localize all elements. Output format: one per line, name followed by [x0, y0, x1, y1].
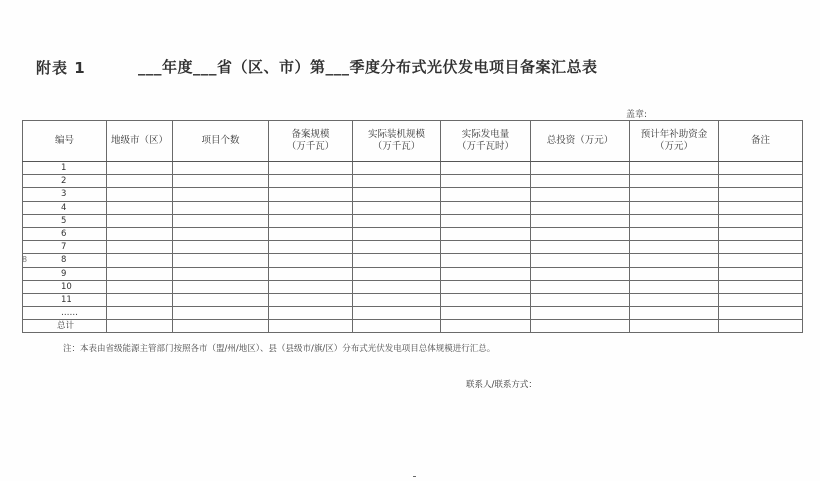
row-number: 6: [23, 227, 107, 240]
table-cell: [269, 201, 353, 214]
table-cell: [441, 175, 531, 188]
row-number: 5: [23, 214, 107, 227]
form-title: ___年度___省（区、市）第___季度分布式光伏发电项目备案汇总表: [138, 58, 598, 76]
table-cell: [719, 293, 803, 306]
table-cell: [353, 267, 441, 280]
table-cell: [719, 320, 803, 333]
column-header-label: 总投资（万元）: [546, 135, 614, 146]
table-cell: [531, 214, 630, 227]
table-cell: [719, 188, 803, 201]
margin-mark: 8: [22, 255, 28, 264]
summary-table: [22, 120, 803, 333]
column-header-generation: [441, 121, 531, 162]
table-cell: [441, 267, 531, 280]
table-cell: [353, 320, 441, 333]
table-cell: [269, 162, 353, 175]
table-cell: [107, 201, 173, 214]
table-cell: [630, 280, 719, 293]
table-cell: [107, 307, 173, 320]
table-row: [23, 227, 803, 240]
row-number: 7: [23, 241, 107, 254]
table-cell: [441, 293, 531, 306]
total-label: 总计: [23, 320, 107, 333]
table-cell: [630, 227, 719, 240]
table-cell: [630, 267, 719, 280]
column-header-project-count: [173, 121, 269, 162]
table-total-row: [23, 320, 803, 333]
row-number: 10: [23, 280, 107, 293]
row-number: 1: [23, 162, 107, 175]
table-cell: [630, 293, 719, 306]
table-cell: [441, 227, 531, 240]
table-cell: [269, 320, 353, 333]
table-row: [23, 307, 803, 320]
table-cell: [269, 227, 353, 240]
table-cell: [353, 214, 441, 227]
table-cell: [107, 254, 173, 267]
table-cell: [531, 175, 630, 188]
table-cell: [531, 201, 630, 214]
table-cell: [173, 175, 269, 188]
column-header-investment: [531, 121, 630, 162]
column-header-label: 备案规模 （万千瓦）: [286, 129, 335, 152]
row-number: 9: [23, 267, 107, 280]
table-cell: [441, 214, 531, 227]
table-cell: [353, 280, 441, 293]
table-cell: [353, 254, 441, 267]
table-cell: [441, 307, 531, 320]
table-cell: [269, 280, 353, 293]
contact-label: 联系人/联系方式：: [466, 380, 537, 390]
table-cell: [441, 280, 531, 293]
table-cell: [630, 188, 719, 201]
table-cell: [441, 320, 531, 333]
table-cell: [107, 241, 173, 254]
table-cell: [107, 227, 173, 240]
table-row: [23, 293, 803, 306]
row-number: 3: [23, 188, 107, 201]
table-cell: [630, 307, 719, 320]
table-cell: [630, 320, 719, 333]
row-number: 11: [23, 293, 107, 306]
table-cell: [173, 267, 269, 280]
table-row: [23, 188, 803, 201]
table-row: [23, 280, 803, 293]
column-header-number: [23, 121, 107, 162]
table-cell: [531, 307, 630, 320]
table-cell: [173, 280, 269, 293]
table-cell: [269, 241, 353, 254]
table-cell: [353, 188, 441, 201]
table-cell: [269, 188, 353, 201]
table-header-row: [23, 121, 803, 162]
row-number: 8: [23, 254, 107, 267]
table-cell: [531, 320, 630, 333]
table-cell: [107, 267, 173, 280]
table-cell: [719, 307, 803, 320]
table-cell: [353, 201, 441, 214]
table-cell: [173, 293, 269, 306]
table-cell: [173, 162, 269, 175]
table-cell: [531, 162, 630, 175]
column-header-label: 实际发电量 （万千瓦时）: [456, 129, 514, 152]
table-cell: [173, 201, 269, 214]
table-cell: [719, 227, 803, 240]
table-cell: [173, 227, 269, 240]
seal-label: 盖章:: [626, 110, 648, 120]
table-cell: [107, 280, 173, 293]
table-cell: [719, 214, 803, 227]
column-header-label: 实际装机规模 （万千瓦）: [367, 129, 425, 152]
table-cell: [269, 267, 353, 280]
table-cell: [353, 241, 441, 254]
column-header-label: 编号: [54, 135, 74, 146]
table-row: [23, 254, 803, 267]
table-cell: [719, 175, 803, 188]
table-cell: [719, 241, 803, 254]
table-cell: [441, 254, 531, 267]
table-cell: [353, 227, 441, 240]
column-header-label: 预计年补助资金 （万元）: [640, 129, 708, 152]
table-cell: [531, 293, 630, 306]
table-cell: [719, 162, 803, 175]
table-cell: [630, 254, 719, 267]
table-row: [23, 201, 803, 214]
table-cell: [441, 188, 531, 201]
table-cell: [531, 227, 630, 240]
table-cell: [531, 254, 630, 267]
scan-speck: [413, 476, 416, 477]
table-cell: [630, 241, 719, 254]
row-number: ……: [23, 307, 107, 320]
table-cell: [719, 280, 803, 293]
table-row: [23, 267, 803, 280]
table-cell: [630, 175, 719, 188]
table-cell: [269, 293, 353, 306]
table-cell: [107, 188, 173, 201]
table-cell: [269, 214, 353, 227]
table-row: [23, 162, 803, 175]
footnote: 注：本表由省级能源主管部门按照各市（盟/州/地区）、县（县级市/旗/区）分布式光伏发电项目总体规模进行汇总。: [63, 344, 496, 354]
column-header-filed-scale: [269, 121, 353, 162]
table-cell: [107, 214, 173, 227]
table-cell: [531, 267, 630, 280]
table-cell: [719, 201, 803, 214]
column-header-city: [107, 121, 173, 162]
table-cell: [441, 162, 531, 175]
table-cell: [441, 241, 531, 254]
table-cell: [269, 175, 353, 188]
table-cell: [531, 241, 630, 254]
row-number: 4: [23, 201, 107, 214]
table-row: [23, 175, 803, 188]
table-cell: [630, 162, 719, 175]
table-cell: [107, 320, 173, 333]
table-row: [23, 214, 803, 227]
column-header-remarks: [719, 121, 803, 162]
table-cell: [531, 280, 630, 293]
table-cell: [173, 320, 269, 333]
table-cell: [173, 254, 269, 267]
table-cell: [173, 188, 269, 201]
table-cell: [353, 307, 441, 320]
table-cell: [719, 267, 803, 280]
table-cell: [441, 201, 531, 214]
table-row: [23, 241, 803, 254]
table-cell: [107, 175, 173, 188]
attachment-label: 附表 1: [36, 59, 86, 77]
table-cell: [269, 307, 353, 320]
table-cell: [531, 188, 630, 201]
table-cell: [173, 241, 269, 254]
column-header-label: 备注: [750, 135, 770, 146]
column-header-subsidy: [630, 121, 719, 162]
column-header-label: 地级市（区）: [110, 135, 168, 146]
column-header-label: 项目个数: [201, 135, 240, 146]
table-cell: [630, 214, 719, 227]
table-cell: [269, 254, 353, 267]
table-cell: [353, 162, 441, 175]
table-cell: [353, 175, 441, 188]
table-cell: [107, 293, 173, 306]
table-cell: [630, 201, 719, 214]
table-cell: [173, 307, 269, 320]
table-cell: [353, 293, 441, 306]
table-cell: [107, 162, 173, 175]
column-header-installed-scale: [353, 121, 441, 162]
row-number: 2: [23, 175, 107, 188]
table-cell: [173, 214, 269, 227]
table-cell: [719, 254, 803, 267]
